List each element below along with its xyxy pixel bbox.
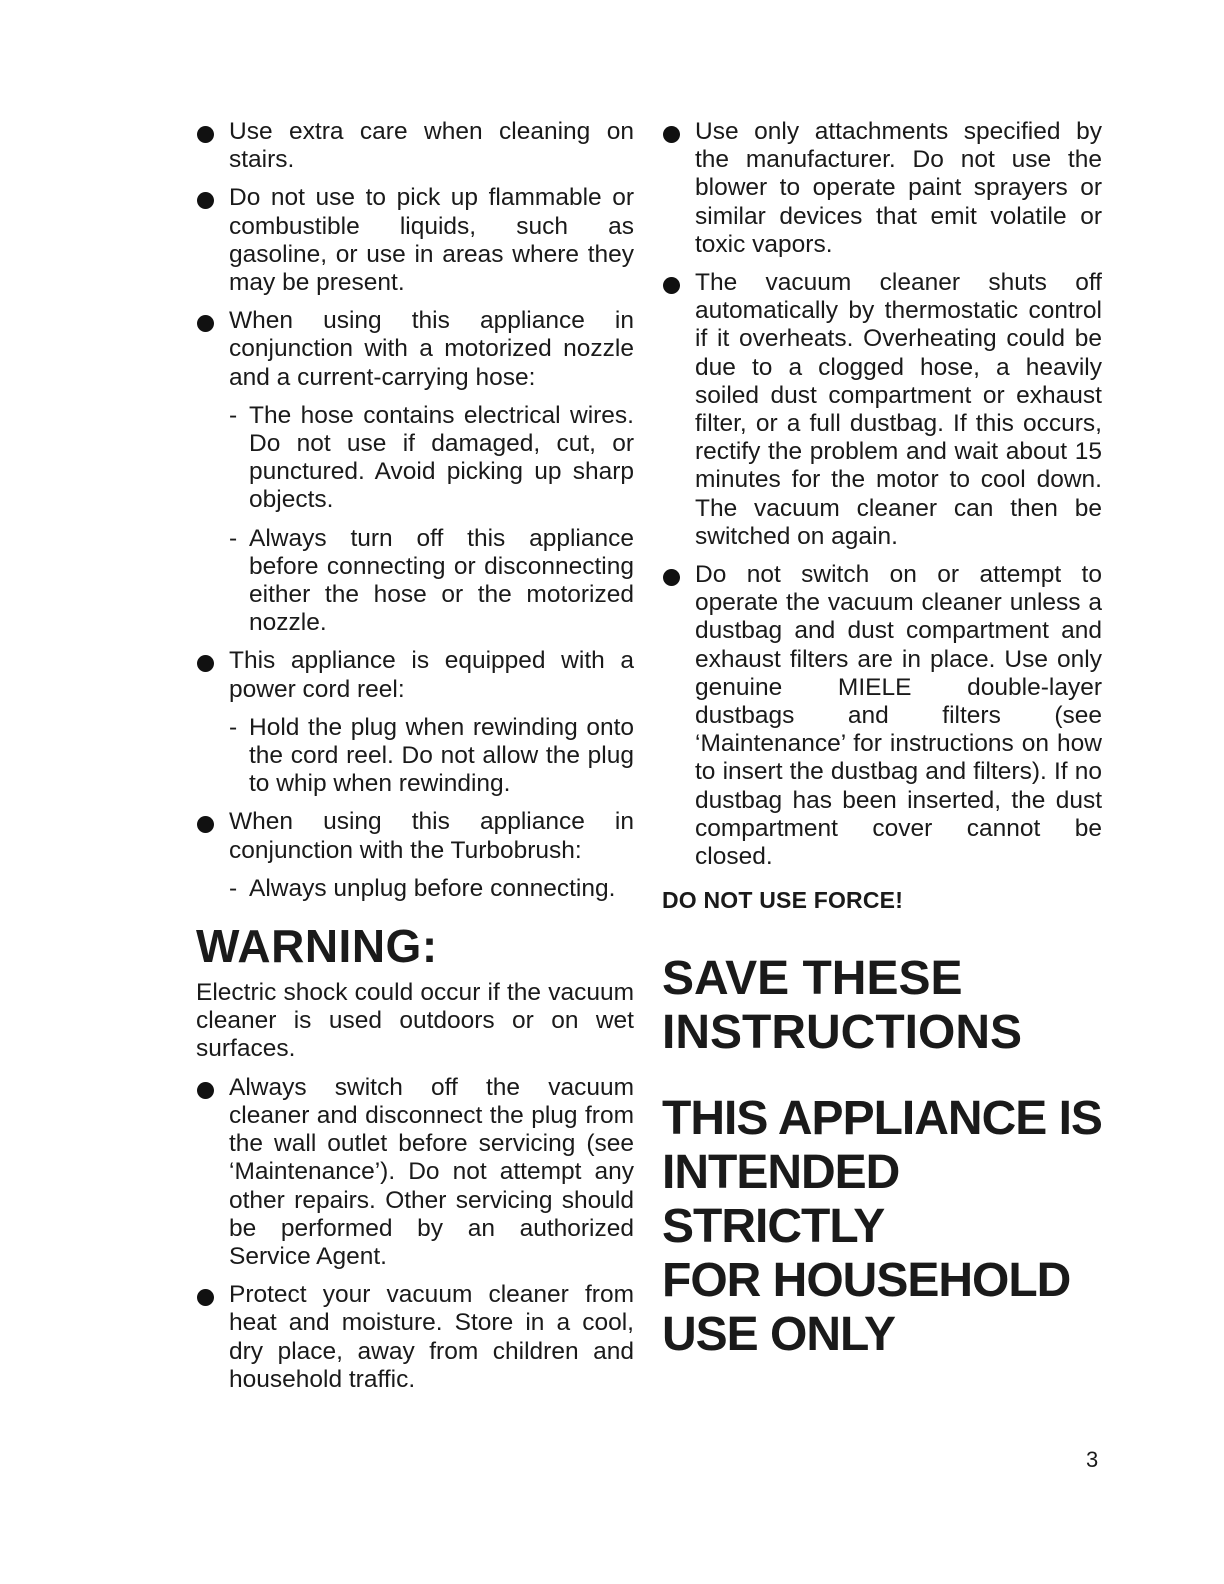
do-not-use-force: DO NOT USE FORCE! — [662, 887, 904, 914]
dash-marker: - — [229, 713, 238, 741]
save-line-1: SAVE THESE — [662, 952, 963, 1006]
bullet-item-flammable: Do not use to pick up flammable or combustible liquids, such as gasoline, or use in areas where they may be present. — [196, 184, 634, 297]
bullet-item-motorized-nozzle: When using this appliance in conjunction with a motorized nozzle and a current-carrying hose: — [196, 307, 634, 392]
bullet-item-dustbag: Do not switch on or attempt to operate the vacuum cleaner unless a dustbag and dust compartment and exhaust filters are in place. Use only genuine MIELE double-layer dustbags and filters (see ‘Maintenance’ for instructions on how to insert the dustbag and filters). If no dustbag has been inserted, the dust compartment cover cannot be closed. — [662, 561, 1102, 871]
bullet-item-servicing: Always switch off the vacuum cleaner and disconnect the plug from the wall outlet before servicing (see ‘Maintenance’). Do not attempt any other repairs. Other servicing should be performed by an authorized Service Agent. — [196, 1074, 634, 1271]
bullet-item-turbobrush: When using this appliance in conjunction with the Turbobrush: — [196, 808, 634, 864]
sub-item-hose: - The hose contains electrical wires. Do not use if damaged, cut, or punctured. Avoid picking up sharp objects. — [229, 401, 634, 514]
bullet-icon — [663, 569, 680, 586]
dash-marker: - — [229, 524, 238, 552]
left-column — [196, 118, 634, 1404]
bullet-icon — [663, 126, 680, 143]
household-line-1: THIS APPLIANCE IS — [662, 1092, 1102, 1146]
bullet-icon — [197, 126, 214, 143]
right-column — [662, 118, 1102, 1362]
dash-marker: - — [229, 874, 238, 902]
page-number: 3 — [1086, 1447, 1099, 1472]
bullet-item-protect: Protect your vacuum cleaner from heat and moisture. Store in a cool, dry place, away from children and household traffic. — [196, 1281, 634, 1394]
household-use-heading — [662, 1092, 1102, 1362]
sub-item-unplug: - Always unplug before connecting. — [229, 874, 616, 902]
bullet-icon — [197, 816, 214, 833]
sub-item-hold-plug: - Hold the plug when rewinding onto the cord reel. Do not allow the plug to whip when rewinding. — [229, 713, 634, 798]
bullet-icon — [663, 277, 680, 294]
household-line-2: INTENDED STRICTLY — [662, 1146, 900, 1254]
sub-item-turn-off: - Always turn off this appliance before connecting or disconnecting either the hose or the motorized nozzle. — [229, 524, 634, 637]
bullet-item-cord-reel: This appliance is equipped with a power cord reel: — [196, 647, 634, 703]
bullet-item-attachments: Use only attachments specified by the manufacturer. Do not use the blower to operate paint sprayers or similar devices that emit volatile or toxic vapors. — [662, 118, 1102, 259]
bullet-item-stairs: Use extra care when cleaning on stairs. — [196, 118, 634, 174]
bullet-icon — [197, 315, 214, 332]
bullet-icon — [197, 655, 214, 672]
warning-heading: WARNING: — [196, 920, 438, 973]
household-line-4: USE ONLY — [662, 1308, 895, 1362]
save-instructions-heading — [662, 952, 1102, 1060]
bullet-icon — [197, 1289, 214, 1306]
dash-marker: - — [229, 401, 238, 429]
bullet-icon — [197, 192, 214, 209]
household-line-3: FOR HOUSEHOLD — [662, 1254, 1071, 1308]
warning-text: Electric shock could occur if the vacuum cleaner is used outdoors or on wet surfaces. — [196, 979, 634, 1063]
bullet-item-thermostat: The vacuum cleaner shuts off automatically by thermostatic control if it overheats. Overheating could be due to a clogged hose, a heavily soiled dust compartment or exhaust filter, or a full dustbag. If this occurs, rectify the problem and wait about 15 minutes for the motor to cool down. The vacuum cleaner can then be switched on again. — [662, 269, 1102, 551]
save-line-2: INSTRUCTIONS — [662, 1006, 1022, 1060]
bullet-icon — [197, 1082, 214, 1099]
